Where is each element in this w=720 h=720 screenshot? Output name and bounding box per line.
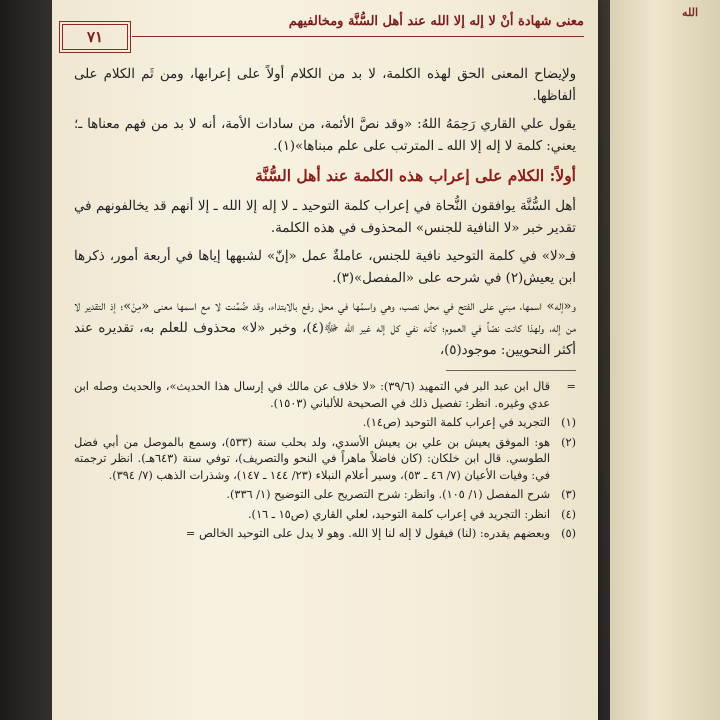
footnote xyxy=(74,507,576,524)
footnote-mark: (٥) xyxy=(561,527,576,540)
footnote-text: شرح المفصل (١/ ١٠٥). وانظر: شرح التصريح على التوضيح (١/ ٣٣٦). xyxy=(226,488,550,501)
footnote-mark: (٣) xyxy=(561,488,576,501)
section-heading xyxy=(74,164,576,188)
header-title: معنى شهادة أنْ لا إله إلا الله عند أهل السُّنَّة ومخالفيهم xyxy=(288,14,584,29)
footnote-mark: (٢) xyxy=(561,435,576,449)
section-number: أولاً: xyxy=(549,166,576,185)
paragraph: فـ«لا» في كلمة التوحيد نافية للجنس، عاملةٌ عمل «إنّ» لشبهها إياها في أربعة أمور، ذكرها ابن يعيش(٢) في شرحه على «المفصل»(٣). xyxy=(74,249,576,286)
paragraph: و«إله» اسمها، مبني على الفتح في محل نصب، وهي واسمُها في محل رفع بالابتداء، وقد ضُمِّنت لا مع اسمها معنى «مِنْ»؛ إذ التقدير لا من إله، ولهذا كانت نصّاً في العموم؛ كأنه نفي كل إله غير الله ﷻ(٤)، وخبر «لا» محذوف للعلم به، تقديره عند أكثر النحويين: موجود(٥)، xyxy=(74,299,576,358)
section-heading-text: الكلام على إعراب هذه الكلمة عند أهل السُّنَّة xyxy=(255,166,545,185)
header-rule xyxy=(132,36,584,37)
paragraph: يقول علي القاري رَحِمَهُ اللهُ: «وقد نصَّ الأئمة، من سادات الأمة، أنه لا بد من فهم معناها ـ؛ يعني: كلمة لا إله إلا الله ـ المترتب على علم مبناها»(١). xyxy=(74,117,576,154)
adjacent-page xyxy=(610,0,720,720)
footnote-text: وبعضهم يقدره: (لنا) فيقول لا إله لنا إلا الله. وهو لا يدل على التوحيد الخالص = xyxy=(185,527,550,540)
book-page xyxy=(52,0,598,720)
page-body xyxy=(74,64,576,546)
footnote xyxy=(74,379,576,412)
footnote-text: انظر: التجريد في إعراب كلمة التوحيد، لعلي القاري (ص١٥ ـ ١٦). xyxy=(247,507,550,521)
footnote xyxy=(74,487,576,504)
adjacent-page-text: الله xyxy=(682,6,698,19)
footnote-mark: = xyxy=(566,380,576,393)
footnote xyxy=(74,526,576,543)
running-header xyxy=(62,10,584,56)
footnote-text: التجريد في إعراب كلمة التوحيد (ص١٤). xyxy=(362,416,550,429)
book-shadow xyxy=(0,0,52,720)
footnote xyxy=(74,415,576,432)
footnote-mark: (٤) xyxy=(561,507,576,521)
paragraph: أهل السُّنَّة يوافقون النُّحاة في إعراب كلمة التوحيد ـ لا إله إلا الله ـ إلا أنهم قد يخالفونهم في تقدير خبر «لا النافية للجنس» المحذوف في هذه الكلمة. xyxy=(74,199,576,236)
footnote-text: قال ابن عبد البر في التمهيد (٣٩/٦): «لا خلاف عن مالك في إرسال هذا الحديث»، والحديث وصله ابن عدي وغيره. انظر: تفصيل ذلك في الصحيحة للألباني (١٥٠٣). xyxy=(74,380,550,410)
footnote-separator xyxy=(446,370,576,371)
footnote-mark: (١) xyxy=(561,416,576,429)
paragraph: ولإيضاح المعنى الحق لهذه الكلمة، لا بد من الكلام أولاً على إعرابها، ومن ثَم الكلام على ألفاظها. xyxy=(74,67,576,104)
footnote xyxy=(74,435,576,485)
page-number: ٧١ xyxy=(62,24,128,50)
footnote-text: هو: الموفق يعيش بن علي بن يعيش الأسدي، ولد بحلب سنة (٥٣٣)، وسمع بالموصل من أبي فضل الطوسي. قال ابن خلكان: (كان فاضلاً ماهراً في النحو والتصريف)، توفي سنة (٦٤٣هـ). انظر ترجمته في: وفيات الأعيان (٧/ ٤٦ ـ ٥٣)، وسير أعلام النبلاء (٢٣/ ١٤٤ ـ ١٤٧)، وشذرات الذهب (٧/ ٣٩٤). xyxy=(74,435,550,482)
